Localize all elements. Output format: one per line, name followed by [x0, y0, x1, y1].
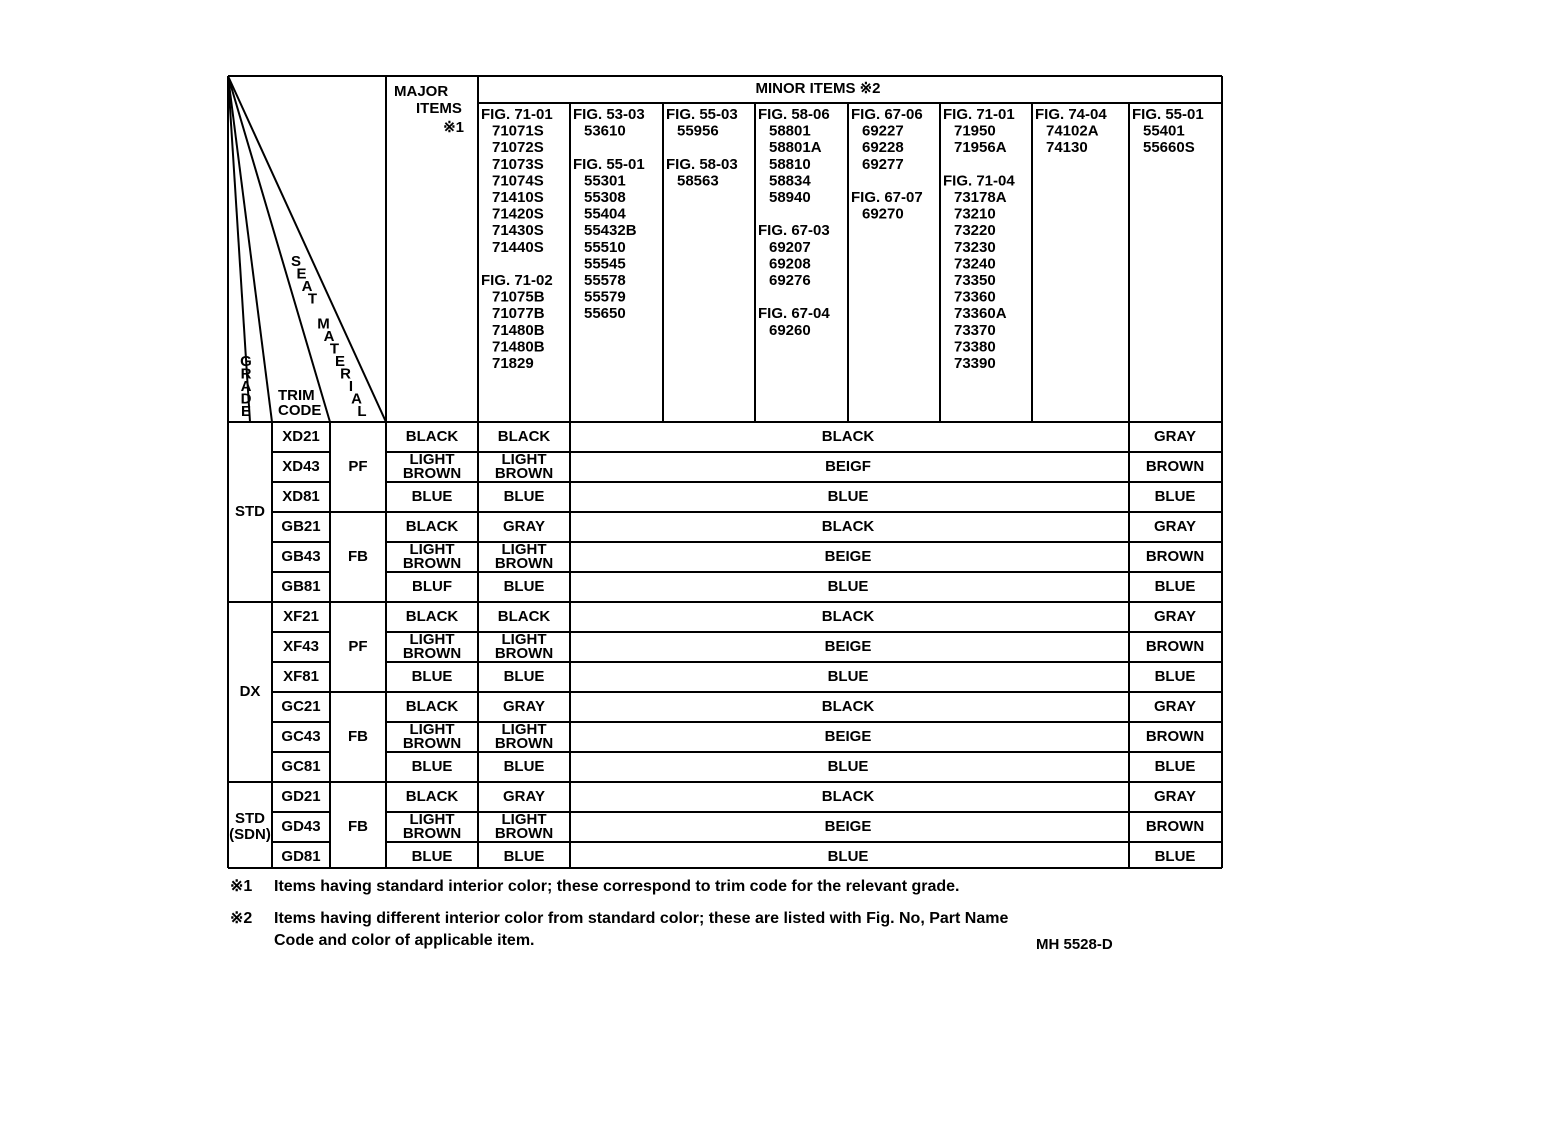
reference-code: MH 5528-D	[1036, 936, 1113, 953]
part-number: 71074S	[492, 172, 544, 190]
minor-items-color: BEIGE	[824, 547, 872, 565]
figure-number: FIG. 67-04	[758, 305, 830, 323]
part-number: 71073S	[492, 155, 544, 173]
major-color: LIGHT	[409, 630, 455, 648]
part-number: 73360	[954, 288, 996, 306]
fig-71-01-color: LIGHT	[501, 450, 547, 468]
seat-material-header-letter: M	[317, 315, 330, 333]
major-color: BLUE	[411, 847, 453, 865]
part-number: 55650	[584, 305, 626, 323]
part-number: 58810	[769, 155, 811, 173]
note-1-mark: ※1	[230, 878, 253, 895]
part-number: 71829	[492, 354, 534, 372]
major-color: LIGHT	[409, 540, 455, 558]
major-color: BLACK	[405, 697, 459, 715]
trim-code: GC21	[281, 697, 321, 715]
part-number: 55956	[677, 122, 719, 140]
figure-number: FIG. 71-04	[943, 172, 1015, 190]
major-color: LIGHT	[409, 720, 455, 738]
major-color: BLUE	[411, 757, 453, 775]
part-number: 69276	[769, 271, 811, 289]
part-number: 73350	[954, 271, 996, 289]
minor-items-color: BEIGF	[825, 457, 871, 475]
part-number: 58940	[769, 188, 811, 206]
part-number: 73360A	[954, 305, 1007, 323]
part-number: 71950	[954, 122, 996, 140]
major-color: BLACK	[405, 787, 459, 805]
fig-55-01-color: BROWN	[1145, 547, 1205, 565]
grade-header-letter: G	[240, 352, 252, 370]
part-number: 73230	[954, 238, 996, 256]
figure-number: FIG. 67-06	[851, 105, 923, 123]
grade-label: STD	[235, 809, 265, 827]
part-number: 71480B	[492, 321, 545, 339]
fig-71-01-color: LIGHT	[501, 630, 547, 648]
trim-code: XF43	[283, 637, 319, 655]
note-2-mark: ※2	[230, 910, 253, 927]
figure-number: FIG. 55-01	[573, 155, 645, 173]
part-number: 69270	[862, 205, 904, 223]
seat-material-code: FB	[348, 727, 368, 745]
trim-code: XD21	[282, 427, 320, 445]
part-number: 55432B	[584, 222, 637, 240]
fig-71-01-color: BLUE	[503, 757, 545, 775]
major-color: BLUE	[411, 667, 453, 685]
part-number: 55660S	[1143, 139, 1195, 157]
part-number: 58801A	[769, 139, 822, 157]
trim-code: GD43	[281, 817, 321, 835]
fig-71-01-color: BLUE	[503, 667, 545, 685]
part-number: 55579	[584, 288, 626, 306]
fig-55-01-color: BLUE	[1154, 487, 1196, 505]
part-number: 71072S	[492, 139, 544, 157]
figure-number: FIG. 71-01	[943, 105, 1015, 123]
major-color: BLUE	[411, 487, 453, 505]
grade-header-letter: R	[240, 365, 252, 383]
major-color: BROWN	[402, 554, 462, 572]
note-1-text: Items having standard interior color; these correspond to trim code for the relevant grade.	[274, 878, 960, 895]
minor-items-header: MINOR ITEMS ※2	[755, 79, 881, 97]
trim-code: GD81	[281, 847, 321, 865]
fig-55-01-color: BLUE	[1154, 577, 1196, 595]
part-number: 55308	[584, 188, 626, 206]
minor-items-color: BEIGE	[824, 637, 872, 655]
trim-code: GC43	[281, 727, 321, 745]
minor-items-color: BLACK	[821, 427, 875, 445]
part-number: 69227	[862, 122, 904, 140]
part-number: 55578	[584, 271, 626, 289]
fig-71-01-color: GRAY	[503, 697, 545, 715]
fig-71-01-color: BROWN	[494, 734, 554, 752]
trim-code-header: CODE	[278, 401, 322, 419]
part-number: 71440S	[492, 238, 544, 256]
major-color: BLACK	[405, 607, 459, 625]
fig-55-01-color: BROWN	[1145, 637, 1205, 655]
major-items-header: ※1	[443, 118, 464, 136]
grade-label: STD	[235, 502, 265, 520]
minor-items-color: BLUE	[827, 577, 869, 595]
part-number: 55401	[1143, 122, 1185, 140]
minor-items-color: BLUE	[827, 487, 869, 505]
part-number: 71077B	[492, 305, 545, 323]
part-number: 74102A	[1046, 122, 1099, 140]
fig-55-01-color: GRAY	[1154, 787, 1196, 805]
fig-55-01-color: BROWN	[1145, 457, 1205, 475]
major-color: BROWN	[402, 824, 462, 842]
part-number: 71071S	[492, 122, 544, 140]
trim-code: XD43	[282, 457, 320, 475]
fig-55-01-color: BROWN	[1145, 817, 1205, 835]
major-items-header: MAJOR	[394, 82, 449, 100]
fig-71-01-color: BLUE	[503, 487, 545, 505]
fig-71-01-color: LIGHT	[501, 720, 547, 738]
figure-number: FIG. 71-02	[481, 271, 553, 289]
minor-items-color: BLACK	[821, 787, 875, 805]
part-number: 69228	[862, 139, 904, 157]
fig-71-01-color: BROWN	[494, 644, 554, 662]
major-color: LIGHT	[409, 450, 455, 468]
part-number: 55510	[584, 238, 626, 256]
seat-material-header-letter: T	[329, 340, 340, 358]
part-number: 71956A	[954, 139, 1007, 157]
figure-number: FIG. 58-06	[758, 105, 830, 123]
grade-label: DX	[239, 682, 261, 700]
seat-material-header-letter: S	[290, 252, 302, 270]
part-number: 71075B	[492, 288, 545, 306]
figure-number: FIG. 67-03	[758, 222, 830, 240]
figure-number: FIG. 71-01	[481, 105, 553, 123]
major-items-header: ITEMS	[416, 99, 462, 117]
seat-material-header-letter: A	[323, 327, 335, 345]
fig-71-01-color: GRAY	[503, 517, 545, 535]
note-2-text: Items having different interior color from standard color; these are listed with Fig. No, Part Name Code and color of applicable item.	[274, 910, 1009, 949]
fig-71-01-color: BLACK	[497, 427, 551, 445]
part-number: 73210	[954, 205, 996, 223]
part-number: 71480B	[492, 338, 545, 356]
part-number: 69207	[769, 238, 811, 256]
diagonal-material	[228, 76, 386, 422]
fig-71-01-color: LIGHT	[501, 810, 547, 828]
seat-material-code: FB	[348, 817, 368, 835]
fig-71-01-color: BLUE	[503, 847, 545, 865]
fig-71-01-color: LIGHT	[501, 540, 547, 558]
part-number: 69260	[769, 321, 811, 339]
note-2	[230, 908, 1150, 954]
part-number: 73178A	[954, 188, 1007, 206]
part-number: 53610	[584, 122, 626, 140]
major-color: BROWN	[402, 734, 462, 752]
seat-material-header-letter: A	[301, 277, 313, 295]
minor-items-color: BLACK	[821, 697, 875, 715]
trim-code: GD21	[281, 787, 321, 805]
grade-header-letter: D	[240, 390, 252, 408]
fig-55-01-color: BLUE	[1154, 757, 1196, 775]
trim-code-header: TRIM	[278, 386, 315, 404]
seat-material-header-letter: I	[348, 377, 354, 395]
trim-code: GB21	[281, 517, 321, 535]
major-color: BLACK	[405, 517, 459, 535]
trim-code: XF81	[283, 667, 319, 685]
major-color: BROWN	[402, 644, 462, 662]
minor-items-color: BEIGE	[824, 727, 872, 745]
trim-code: GC81	[281, 757, 321, 775]
part-number: 73220	[954, 222, 996, 240]
seat-material-header-letter: T	[307, 290, 318, 308]
fig-55-01-color: BROWN	[1145, 727, 1205, 745]
part-number: 58834	[769, 172, 811, 190]
part-number: 73390	[954, 354, 996, 372]
figure-number: FIG. 74-04	[1035, 105, 1107, 123]
seat-material-header-letter: R	[340, 365, 351, 383]
major-color: BLUF	[412, 577, 452, 595]
fig-71-01-color: BROWN	[494, 554, 554, 572]
figure-number: FIG. 58-03	[666, 155, 738, 173]
part-number: 71430S	[492, 222, 544, 240]
minor-items-color: BLACK	[821, 517, 875, 535]
major-color: LIGHT	[409, 810, 455, 828]
fig-71-01-color: BROWN	[494, 464, 554, 482]
fig-55-01-color: BLUE	[1154, 667, 1196, 685]
note-1	[230, 876, 1150, 900]
seat-material-header-letter: A	[351, 390, 362, 408]
fig-55-01-color: GRAY	[1154, 427, 1196, 445]
figure-number: FIG. 53-03	[573, 105, 645, 123]
trim-code: GB81	[281, 577, 321, 595]
seat-material-code: PF	[348, 637, 368, 655]
fig-55-01-color: GRAY	[1154, 697, 1196, 715]
fig-71-01-color: BLACK	[497, 607, 551, 625]
part-number: 55545	[584, 255, 626, 273]
part-number: 71420S	[492, 205, 544, 223]
part-number: 71410S	[492, 188, 544, 206]
minor-items-color: BLUE	[827, 847, 869, 865]
minor-items-color: BLUE	[827, 667, 869, 685]
part-number: 73370	[954, 321, 996, 339]
figure-number: FIG. 67-07	[851, 188, 923, 206]
minor-items-color: BEIGE	[824, 817, 872, 835]
fig-55-01-color: GRAY	[1154, 607, 1196, 625]
fig-71-01-color: BROWN	[494, 824, 554, 842]
part-number: 73240	[954, 255, 996, 273]
part-number: 58801	[769, 122, 811, 140]
grade-label: (SDN)	[229, 825, 271, 843]
major-color: BLACK	[405, 427, 459, 445]
seat-material-header-letter: E	[296, 265, 307, 283]
part-number: 55301	[584, 172, 626, 190]
seat-material-header-letter: E	[334, 352, 346, 370]
part-number: 74130	[1046, 139, 1088, 157]
part-number: 55404	[584, 205, 626, 223]
part-number: 69277	[862, 155, 904, 173]
part-number: 69208	[769, 255, 811, 273]
part-number: 58563	[677, 172, 719, 190]
seat-material-code: FB	[348, 547, 368, 565]
trim-code: XF21	[283, 607, 319, 625]
seat-material-header-letter: L	[357, 402, 367, 420]
trim-code: GB43	[281, 547, 321, 565]
major-color: BROWN	[402, 464, 462, 482]
fig-55-01-color: BLUE	[1154, 847, 1196, 865]
figure-number: FIG. 55-03	[666, 105, 738, 123]
seat-material-code: PF	[348, 457, 368, 475]
part-number: 73380	[954, 338, 996, 356]
minor-items-color: BLUE	[827, 757, 869, 775]
grade-header-letter: E	[240, 402, 252, 420]
figure-number: FIG. 55-01	[1132, 105, 1204, 123]
fig-55-01-color: GRAY	[1154, 517, 1196, 535]
minor-items-color: BLACK	[821, 607, 875, 625]
grade-header-letter: A	[240, 377, 252, 395]
trim-code: XD81	[282, 487, 320, 505]
fig-71-01-color: BLUE	[503, 577, 545, 595]
fig-71-01-color: GRAY	[503, 787, 545, 805]
